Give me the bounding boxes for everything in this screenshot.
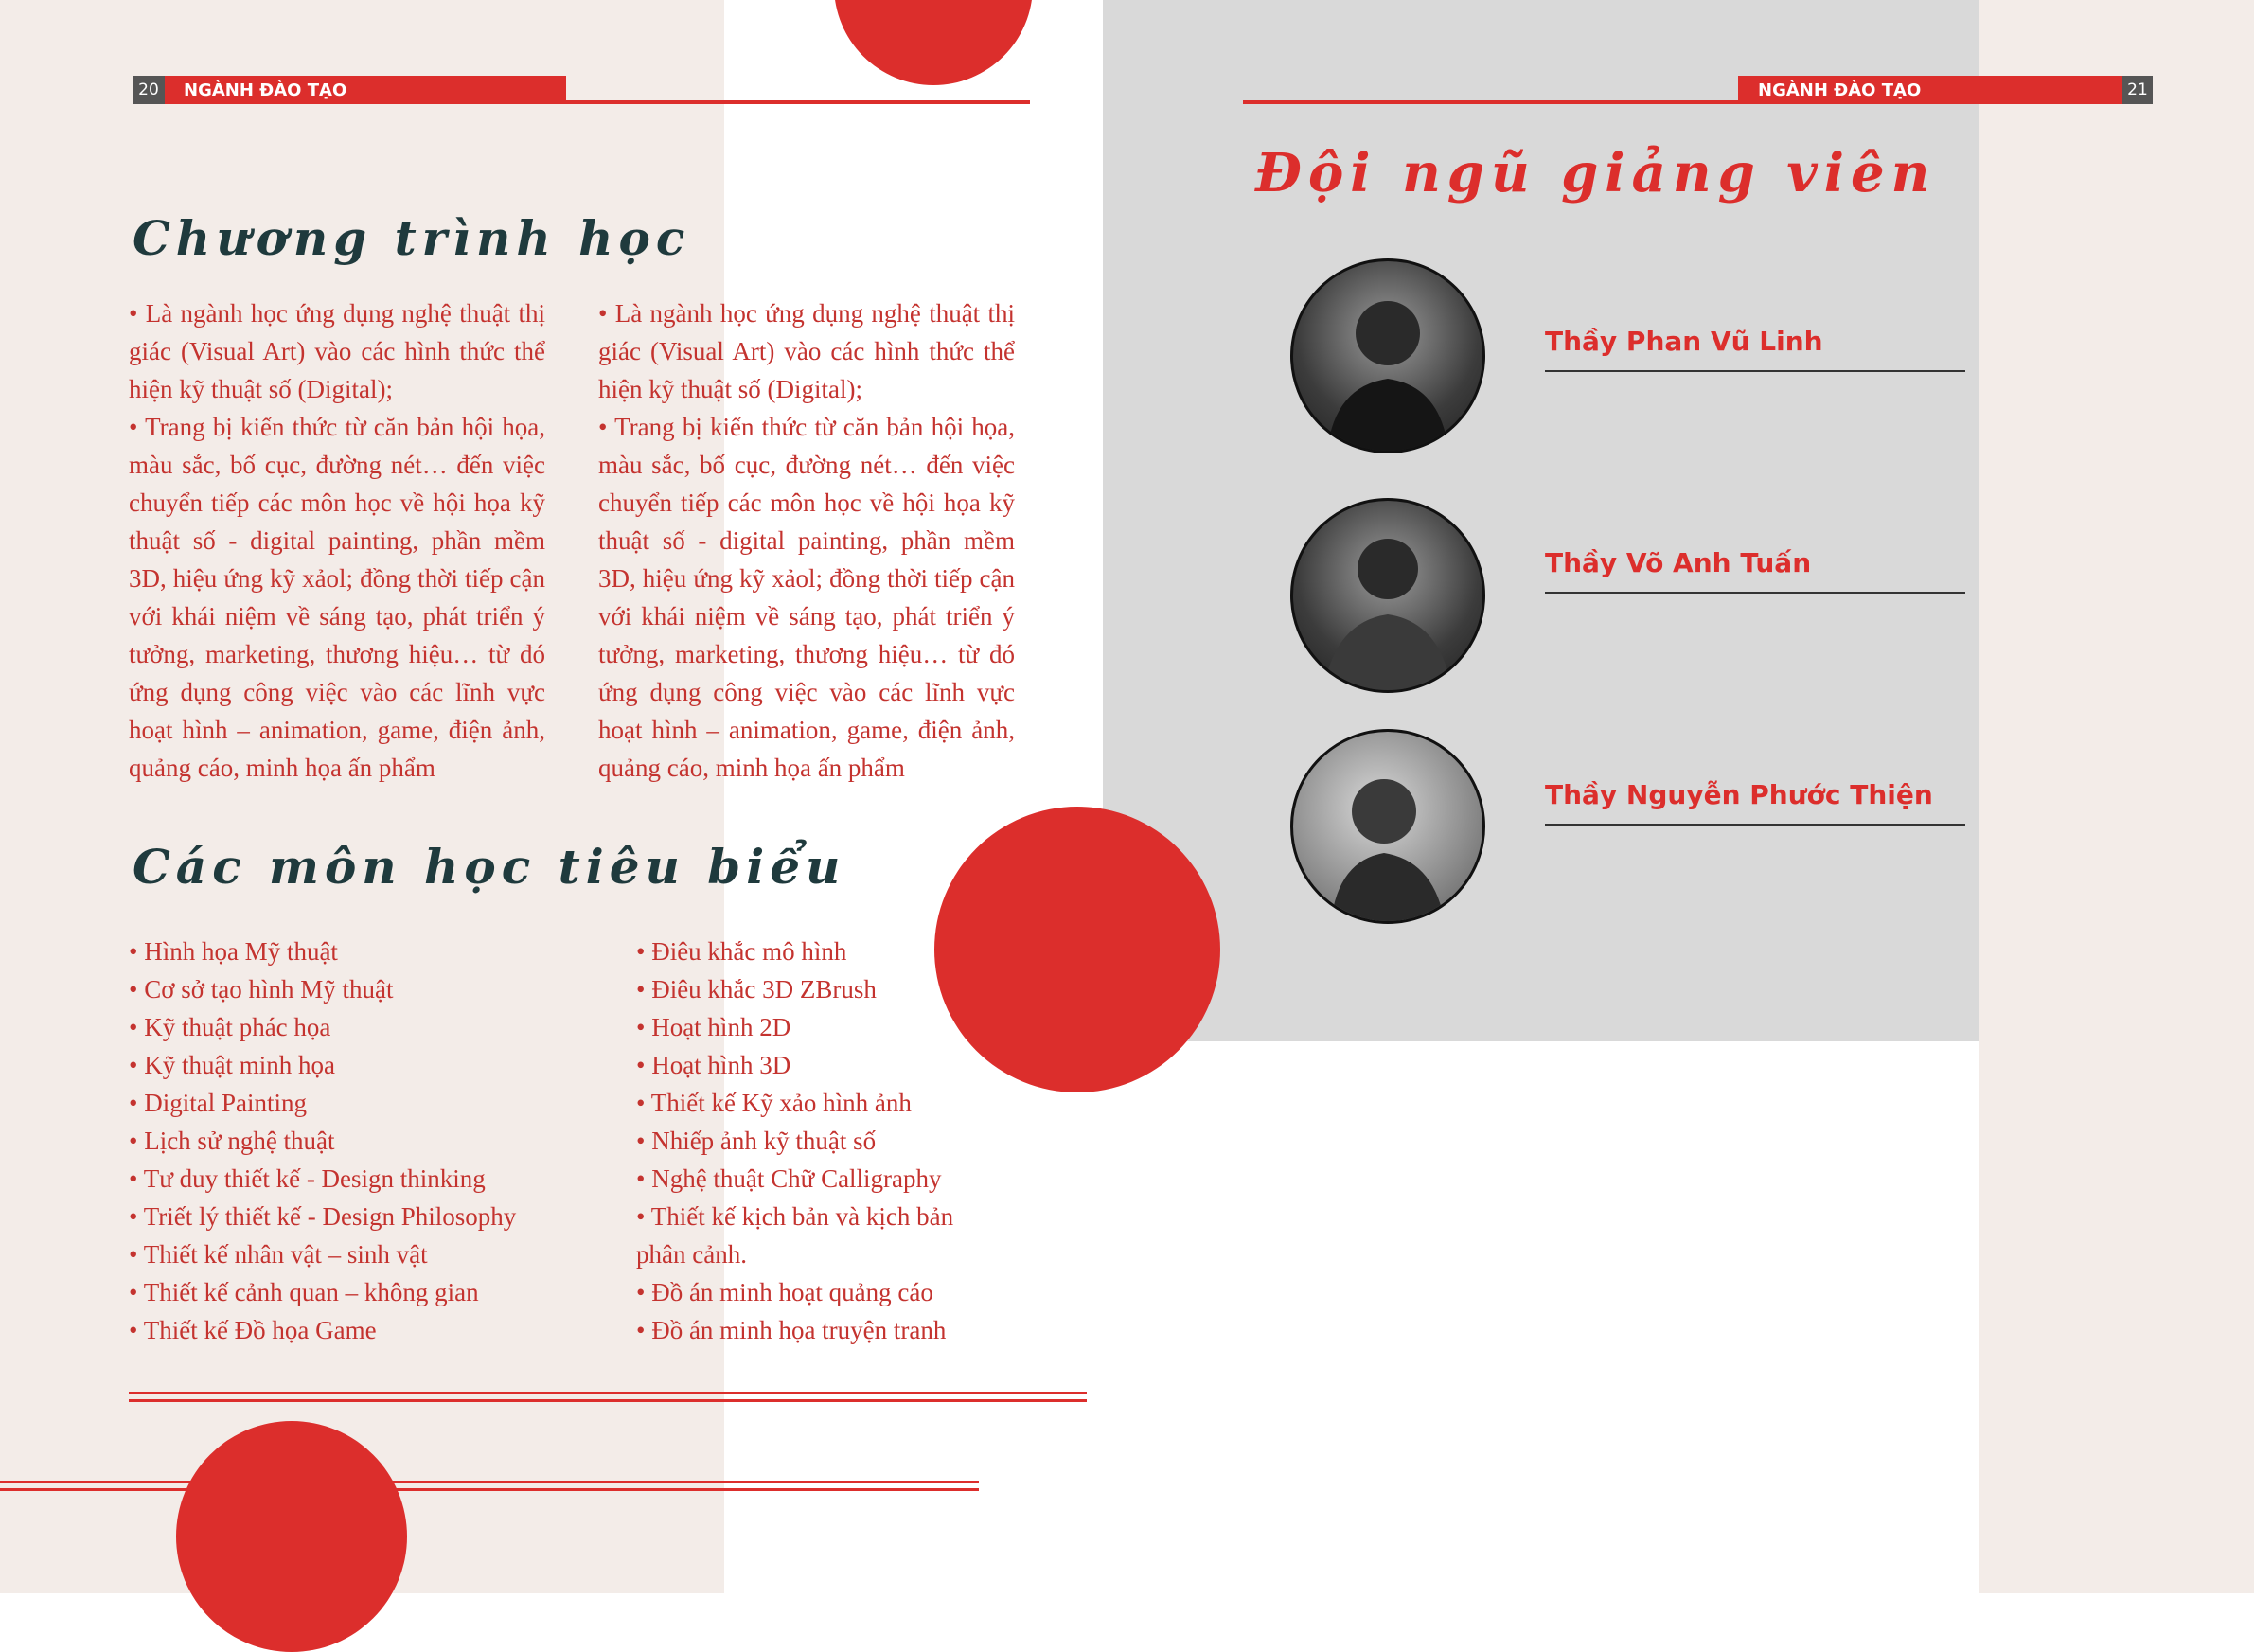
course-item: • Nhiếp ảnh kỹ thuật số [636,1127,877,1155]
faculty-name-underline [1545,592,1965,594]
courses-list-1 [129,933,621,1349]
right-section-label: NGÀNH ĐÀO TẠO [1738,76,2142,104]
program-paragraph-2: • Trang bị kiến thức từ căn bản hội họa, màu sắc, bố cục, đường nét… đến việc chuyển tiếp các môn học về hội họa kỹ thuật số - digital painting, phần mềm 3D, hiệu ứng kỹ xảol; đồng thời tiếp cận với khái niệm về sáng tạo, phát triển ý tưởng, marketing, thương hiệu… từ đó ứng dụng công việc vào các lĩnh vực hoạt hình – animation, game, điện ảnh, quảng cáo, minh họa ấn phẩm [598,413,1015,782]
portrait-photo-icon [1293,261,1482,451]
faculty-name: Thầy Võ Anh Tuấn [1545,547,1812,578]
program-title: Chương trình học [133,210,691,266]
right-page-number: 21 [2122,76,2153,104]
faculty-photo [1290,498,1485,693]
decorative-circle-top [834,0,1033,85]
program-paragraph-2: • Trang bị kiến thức từ căn bản hội họa, màu sắc, bố cục, đường nét… đến việc chuyển tiếp các môn học về hội họa kỹ thuật số - digital painting, phần mềm 3D, hiệu ứng kỹ xảol; đồng thời tiếp cận với khái niệm về sáng tạo, phát triển ý tưởng, marketing, thương hiệu… từ đó ứng dụng công việc vào các lĩnh vực hoạt hình – animation, game, điện ảnh, quảng cáo, minh họa ấn phẩm [129,413,545,782]
faculty-name: Thầy Nguyễn Phước Thiện [1545,779,1933,810]
left-page-number: 20 [133,76,165,104]
decorative-double-line-lower [0,1488,979,1491]
program-paragraph-1: • Là ngành học ứng dụng nghệ thuật thị giác (Visual Art) vào các hình thức thể hiện kỹ thuật số (Digital); [598,299,1015,403]
right-page-margin-background [1979,0,2254,1593]
course-item: • Lịch sử nghệ thuật [129,1127,335,1155]
course-item: • Thiết kế cảnh quan – không gian [129,1278,479,1306]
course-item: • Cơ sở tạo hình Mỹ thuật [129,975,394,1004]
portrait-photo-icon [1293,732,1482,921]
course-item: • Điêu khắc mô hình [636,937,847,966]
faculty-photo [1290,729,1485,924]
program-column-1 [129,294,545,787]
course-item: phân cảnh. [636,1240,747,1269]
program-paragraph-1: • Là ngành học ứng dụng nghệ thuật thị giác (Visual Art) vào các hình thức thể hiện kỹ thuật số (Digital); [129,299,545,403]
course-item: • Thiết kế nhân vật – sinh vật [129,1240,428,1269]
right-header-rule [1243,100,1738,104]
course-item: • Đồ án minh họa truyện tranh [636,1316,947,1344]
courses-title: Các môn học tiêu biểu [133,839,846,895]
course-item: • Thiết kế Đồ họa Game [129,1316,377,1344]
course-item: • Kỹ thuật phác họa [129,1013,331,1041]
left-header-rule [547,100,1030,104]
course-item: • Đồ án minh hoạt quảng cáo [636,1278,933,1306]
course-item: • Hoạt hình 3D [636,1051,791,1079]
course-item: • Kỹ thuật minh họa [129,1051,335,1079]
courses-list-2 [636,933,1034,1349]
program-column-2 [598,294,1015,787]
course-item: • Hoạt hình 2D [636,1013,791,1041]
course-item: • Tư duy thiết kế - Design thinking [129,1164,486,1193]
decorative-double-line-upper [129,1399,1087,1402]
decorative-double-line-upper [129,1392,1087,1394]
course-item: • Thiết kế kịch bản và kịch bản [636,1202,954,1231]
course-item: • Hình họa Mỹ thuật [129,937,338,966]
decorative-circle-bottom [176,1421,407,1652]
course-item: • Điêu khắc 3D ZBrush [636,975,877,1004]
left-section-label: NGÀNH ĐÀO TẠO [165,76,566,104]
portrait-photo-icon [1293,501,1482,690]
course-item: • Digital Painting [129,1089,307,1117]
faculty-title: Đội ngũ giảng viên [1255,142,1937,204]
faculty-name-underline [1545,370,1965,372]
faculty-name-underline [1545,824,1965,826]
course-item: • Triết lý thiết kế - Design Philosophy [129,1202,517,1231]
decorative-double-line-lower [0,1481,979,1483]
course-item: • Nghệ thuật Chữ Calligraphy [636,1164,942,1193]
course-item: • Thiết kế Kỹ xảo hình ảnh [636,1089,912,1117]
faculty-name: Thầy Phan Vũ Linh [1545,326,1823,357]
faculty-photo [1290,258,1485,453]
